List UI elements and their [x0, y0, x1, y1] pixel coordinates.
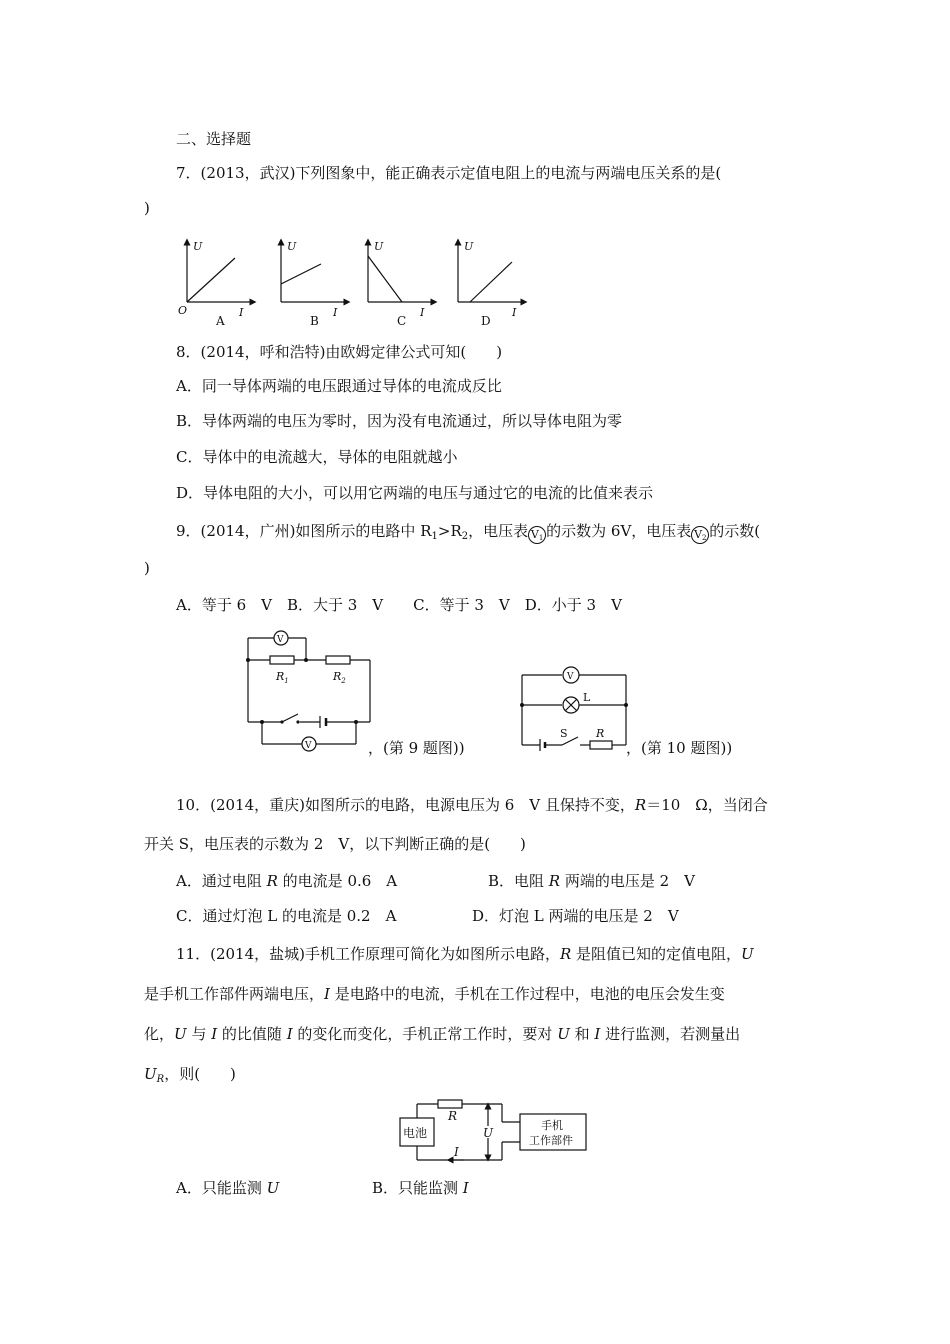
- q8-option-b: B．导体两端的电压为零时，因为没有电流通过，所以导体电阻为零: [176, 412, 623, 430]
- q7-text: 7．(2013，武汉)下列图象中，能正确表示定值电阻上的电流与两端电压关系的是(: [176, 164, 722, 182]
- q10-fig-switch-label: S: [560, 727, 568, 740]
- q7-graphs: [175, 236, 545, 331]
- q10-option-b: B．电阻 R 两端的电压是 2 V: [488, 872, 696, 890]
- graph-b: [281, 240, 347, 328]
- graph-d: [458, 240, 524, 328]
- q10-fig-v-label: V: [567, 672, 574, 682]
- q10-text-line2: 开关 S，电压表的示数为 2 V，以下判断正确的是( ): [144, 835, 526, 853]
- q10-option-c: C．通过灯泡 L 的电流是 0.2 A: [176, 907, 397, 925]
- q9-fig-r1-label: $R_1$: [276, 670, 289, 685]
- q10-figure-caption: ，(第 10 题图)): [626, 739, 733, 757]
- q9-fig-v2-label: V: [305, 741, 312, 751]
- graph-b-axis-u: U: [287, 240, 297, 253]
- q9-part1: 9．(2014，广州)如图所示的电路中 R: [176, 522, 432, 540]
- q9-part4: 的示数为 6V，电压表: [546, 522, 692, 540]
- graph-c-label: C: [397, 314, 407, 328]
- q11-option-b: B．只能监测 I: [372, 1179, 469, 1197]
- q10-fig-lamp-label: L: [583, 691, 591, 704]
- graph-d-label: D: [481, 314, 491, 328]
- q11-fig-battery-label: 电池: [403, 1126, 428, 1140]
- q10-circuit-diagram: [518, 665, 633, 751]
- graph-a-axis-i: I: [239, 306, 244, 319]
- q10-option-d: D．灯泡 L 两端的电压是 2 V: [472, 907, 679, 925]
- q9-figure-caption: ，(第 9 题图)): [368, 739, 465, 757]
- q8-text: 8．(2014，呼和浩特)由欧姆定律公式可知( ): [176, 343, 503, 361]
- graph-a: [178, 240, 253, 328]
- q11-text-line4: $U_R$，则( ): [144, 1065, 236, 1085]
- graph-a-origin: O: [178, 304, 188, 317]
- voltmeter-v1-icon: V1: [528, 526, 546, 544]
- q11-fig-phone-label-1: 手机: [541, 1119, 563, 1132]
- q10-fig-r-label: R: [596, 727, 605, 740]
- q11-fig-u-label: U: [483, 1126, 494, 1140]
- graph-c: [368, 240, 434, 328]
- q9-close-paren: ): [144, 559, 150, 577]
- q11-text-line3: 化，U 与 I 的比值随 I 的变化而变化，手机正常工作时，要对 U 和 I 进行监测，若测量出: [144, 1025, 741, 1043]
- q9-fig-v1-label: V: [277, 635, 284, 645]
- graph-a-axis-u: U: [193, 240, 203, 253]
- q10-option-a: A．通过电阻 R 的电流是 0.6 A: [176, 872, 398, 890]
- graph-b-axis-i: I: [333, 306, 338, 319]
- q9-text: [176, 521, 760, 547]
- graph-c-axis-i: I: [420, 306, 425, 319]
- voltmeter-v2-icon: V2: [691, 526, 709, 544]
- section-title: 二、选择题: [176, 130, 252, 148]
- q8-option-d: D．导体电阻的大小，可以用它两端的电压与通过它的电流的比值来表示: [176, 484, 654, 502]
- q11-fig-r-label: R: [448, 1109, 458, 1123]
- graph-a-label: A: [216, 314, 225, 328]
- q9-sub1: 1: [431, 531, 438, 542]
- q7-close-paren: ): [144, 199, 150, 217]
- graph-b-label: B: [310, 314, 319, 328]
- q9-circuit-diagram: [240, 628, 380, 750]
- q11-option-a: A．只能监测 U: [176, 1179, 280, 1197]
- q11-fig-i-label: I: [454, 1145, 459, 1159]
- q11-fig-phone-label-2: 工作部件: [529, 1134, 573, 1147]
- q9-fig-r2-label: $R_2$: [333, 670, 346, 685]
- q9-part2: >R: [437, 522, 462, 540]
- q9-part3: ，电压表: [468, 522, 529, 540]
- q11-text-line2: 是手机工作部件两端电压，I 是电路中的电流，手机在工作过程中，电池的电压会发生变: [144, 985, 725, 1003]
- q8-option-a: A．同一导体两端的电压跟通过导体的电流成反比: [176, 377, 502, 395]
- graph-c-axis-u: U: [374, 240, 384, 253]
- q11-text-line1: 11．(2014，盐城)手机工作原理可简化为如图所示电路，R 是阻值已知的定值电阻，U: [176, 945, 754, 963]
- graph-d-axis-u: U: [464, 240, 474, 253]
- q9-sub2: 2: [461, 531, 469, 542]
- graph-d-axis-i: I: [512, 306, 517, 319]
- q9-options: A．等于 6 V B．大于 3 V C．等于 3 V D．小于 3 V: [176, 596, 622, 614]
- q10-text-line1: 10．(2014，重庆)如图所示的电路，电源电压为 6 V 且保持不变，R＝10 Ω，当闭合: [176, 796, 768, 814]
- q11-circuit-diagram: [398, 1096, 590, 1168]
- q9-part5: 的示数(: [709, 522, 761, 540]
- q8-option-c: C．导体中的电流越大，导体的电阻就越小: [176, 448, 458, 466]
